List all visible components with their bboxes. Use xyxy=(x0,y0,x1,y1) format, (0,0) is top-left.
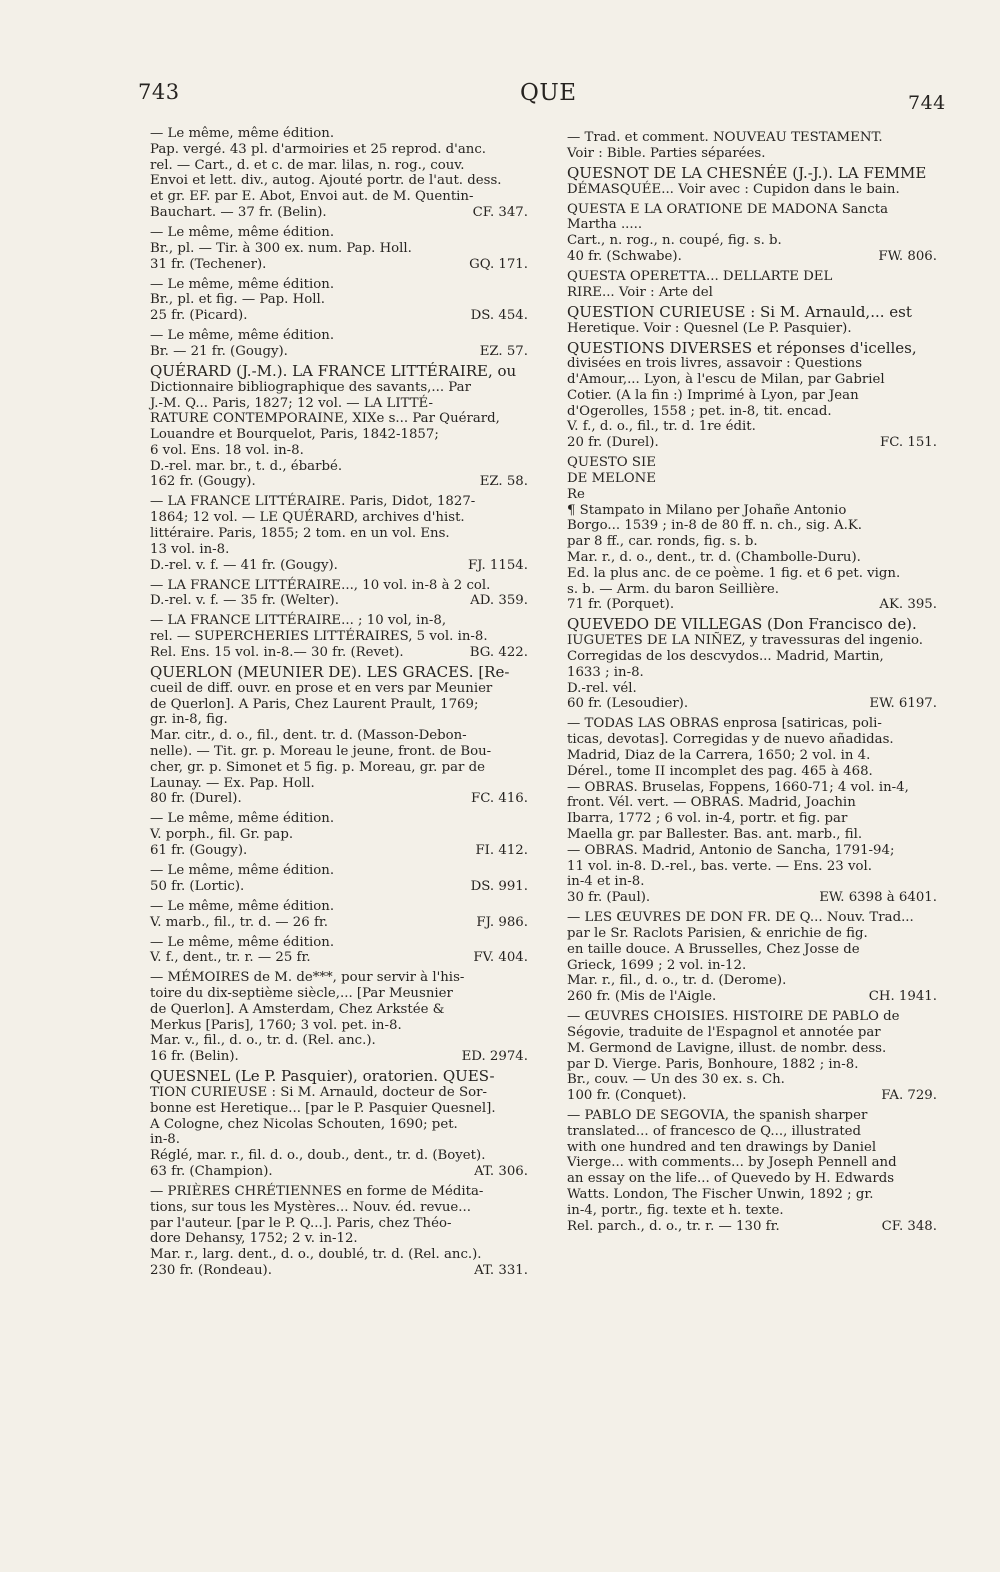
entry-heading: — Le même, même édition. xyxy=(150,898,335,914)
left-column xyxy=(138,126,528,1283)
catalog-reference: CF. 347. xyxy=(472,204,528,220)
catalog-reference: AT. 331. xyxy=(474,1263,528,1278)
entry-heading: — LA FRANCE LITTÉRAIRE... ; 10 vol, in-8, xyxy=(150,613,447,629)
price-line xyxy=(555,455,937,471)
entry-line: Ed. la plus anc. de ce poème. 1 fig. et 6 pet. vign. xyxy=(567,565,901,581)
price-line xyxy=(138,205,528,221)
price-text: Br. — 21 fr. (Gougy). xyxy=(150,343,288,359)
catalog-reference: CH. 1941. xyxy=(868,989,937,1005)
entry-heading: — TODAS LAS OBRAS enprosa [satiricas, poli- xyxy=(567,716,882,732)
catalog-reference: AT. 306. xyxy=(474,1164,528,1180)
price-line xyxy=(138,308,528,324)
entry-line: Dérel., tome II incomplet des pag. 465 à 468. xyxy=(567,763,873,779)
catalog-reference: DS. 454. xyxy=(470,308,528,324)
price-text: QUESTO SIE xyxy=(567,455,656,471)
entry-line: Vierge... with comments... by Joseph Pennell and xyxy=(567,1155,897,1171)
entry-line: et gr. EF. par E. Abot, Envoi aut. de M. Quentin- xyxy=(150,189,474,205)
right-page-number: 744 xyxy=(908,92,946,114)
catalog-entry xyxy=(138,328,528,360)
entry-line: par l'auteur. [par le P. Q...]. Paris, chez Théo- xyxy=(150,1215,452,1231)
price-text: 230 fr. (Rondeau). xyxy=(150,1263,272,1278)
catalog-entry xyxy=(138,613,528,660)
catalog-entry xyxy=(138,578,528,610)
entry-line: de Querlon]. A Paris, Chez Laurent Prault, 1769; xyxy=(150,696,479,712)
price-text: 71 fr. (Porquet). xyxy=(567,597,675,613)
price-text: Bauchart. — 37 fr. (Belin). xyxy=(150,204,327,220)
catalog-reference: FW. 806. xyxy=(878,248,937,264)
entry-line: Br., pl. — Tir. à 300 ex. num. Pap. Holl. xyxy=(150,240,412,256)
catalog-entry xyxy=(138,225,528,272)
entry-line: J.-M. Q... Paris, 1827; 12 vol. — LA LITTÉ- xyxy=(150,395,434,411)
entry-line: Cart., n. rog., n. coupé, fig. s. b. xyxy=(567,233,782,249)
catalog-entry xyxy=(555,302,937,337)
price-line xyxy=(138,593,528,609)
price-line xyxy=(555,285,937,301)
price-line xyxy=(555,269,937,285)
entry-line: nelle). — Tit. gr. p. Moreau le jeune, front. de Bou- xyxy=(150,743,492,759)
entry-heading: QUERLON (MEUNIER DE). LES GRACES. [Re- xyxy=(150,663,510,681)
entry-line: 1864; 12 vol. — LE QUÉRARD, archives d'hist. xyxy=(150,510,465,526)
price-text: QUESTA E LA ORATIONE DE MADONA Sancta xyxy=(567,201,889,217)
entry-line: Mar. citr., d. o., fil., dent. tr. d. (Masson-Debon- xyxy=(150,728,467,744)
entry-line: cher, gr. p. Simonet et 5 fig. p. Moreau, gr. par de xyxy=(150,759,486,775)
price-line xyxy=(138,474,528,490)
price-text: 25 fr. (Picard). xyxy=(150,308,248,324)
entry-heading: QUESNEL (Le P. Pasquier), oratorien. QUES- xyxy=(150,1067,495,1086)
catalog-entry xyxy=(138,863,528,895)
catalog-entry xyxy=(138,1184,528,1279)
entry-line: front. Vél. vert. — OBRAS. Madrid, Joachin xyxy=(567,795,856,811)
entry-heading: — PABLO DE SEGOVIA, the spanish sharper xyxy=(567,1108,868,1124)
entry-line: 11 vol. in-8. D.-rel., bas. verte. — Ens. 23 vol. xyxy=(567,858,872,874)
entry-line: Pap. vergé. 43 pl. d'armoiries et 25 reprod. d'anc. xyxy=(150,141,487,157)
entry-line: toire du dix-septième siècle,... [Par Meusnier xyxy=(150,986,453,1002)
price-text: QUESTA OPERETTA... DELLARTE DEL xyxy=(567,268,833,284)
entry-line: Corregidas de los descvydos... Madrid, Martin, xyxy=(567,649,884,665)
entry-heading: — Le même, même édition. xyxy=(150,811,335,827)
left-page-number: 743 xyxy=(138,80,180,104)
entry-line: RATURE CONTEMPORAINE, XIXe s... Par Quérard, xyxy=(150,411,500,427)
catalog-entry xyxy=(555,130,937,162)
catalog-reference: FJ. 1154. xyxy=(467,557,528,573)
price-text: 30 fr. (Paul). xyxy=(567,890,651,906)
price-text: RIRE... Voir : Arte del xyxy=(567,284,713,300)
price-line xyxy=(555,249,937,265)
entry-line: Watts. London, The Fischer Unwin, 1892 ; gr. xyxy=(567,1187,874,1203)
entry-line: Launay. — Ex. Pap. Holl. xyxy=(150,775,315,791)
catalog-reference: EZ. 57. xyxy=(479,343,528,359)
price-text: D.-rel. v. f. — 41 fr. (Gougy). xyxy=(150,557,338,573)
entry-line: TION CURIEUSE : Si M. Arnauld, docteur de Sor- xyxy=(150,1085,487,1101)
entry-line: V. f., d. o., fil., tr. d. 1re édit. xyxy=(567,419,756,435)
catalog-reference: EW. 6398 à 6401. xyxy=(819,890,937,906)
price-text: ¶ Stampato in Milano per Johañe Antonio xyxy=(567,502,847,518)
entry-line: A Cologne, chez Nicolas Schouten, 1690; pet. xyxy=(150,1116,458,1132)
price-line xyxy=(138,879,528,895)
catalog-entry xyxy=(138,970,528,1065)
entry-heading: — Le même, même édition. xyxy=(150,276,335,292)
entry-heading: QUESNOT DE LA CHESNÉE (J.-J.). LA FEMME xyxy=(567,163,927,182)
catalog-entry xyxy=(555,269,937,301)
catalog-entry xyxy=(555,716,937,906)
price-line xyxy=(138,257,528,273)
entry-line: d'Ogerolles, 1558 ; pet. in-8, tit. encad. xyxy=(567,403,832,419)
entry-line: par 8 ff., car. ronds, fig. s. b. xyxy=(567,534,758,550)
price-text: 20 fr. (Durel). xyxy=(567,435,659,451)
entry-line: Borgo... 1539 ; in-8 de 80 ff. n. ch., sig. A.K. xyxy=(567,518,863,534)
entry-line: de Querlon]. A Amsterdam, Chez Arkstée & xyxy=(150,1001,445,1017)
catalog-reference: EW. 6197. xyxy=(869,696,937,712)
entry-line: in-8. xyxy=(150,1132,180,1148)
entry-line: Madrid, Diaz de la Carrera, 1650; 2 vol. in 4. xyxy=(567,747,871,763)
price-line xyxy=(555,1088,937,1104)
catalog-reference: EZ. 58. xyxy=(479,474,528,490)
catalog-entry xyxy=(555,910,937,1005)
entry-line: gr. in-8, fig. xyxy=(150,712,228,728)
entry-line: Grieck, 1699 ; 2 vol. in-12. xyxy=(567,957,747,973)
price-text: 162 fr. (Gougy). xyxy=(150,474,256,490)
entry-line: cueil de diff. ouvr. en prose et en vers par Meunier xyxy=(150,680,493,696)
price-text: Rel. parch., d. o., tr. r. — 130 fr. xyxy=(567,1218,780,1234)
entry-line: bonne est Heretique... [par le P. Pasquier Quesnel]. xyxy=(150,1100,496,1116)
price-text: 63 fr. (Champion). xyxy=(150,1164,273,1180)
price-text: Rel. Ens. 15 vol. in-8.— 30 fr. (Revet). xyxy=(150,645,404,661)
catalog-reference: ED. 2974. xyxy=(461,1049,528,1065)
entry-line: 6 vol. Ens. 18 vol. in-8. xyxy=(150,442,304,458)
entry-line: DÉMASQUÉE... Voir avec : Cupidon dans le bain. xyxy=(567,181,900,197)
entry-line: Br., pl. et fig. — Pap. Holl. xyxy=(150,292,325,308)
price-line xyxy=(555,989,937,1005)
price-line xyxy=(555,503,937,519)
catalog-entry xyxy=(138,1069,528,1180)
price-line xyxy=(555,217,937,233)
catalog-entry xyxy=(555,1009,937,1104)
entry-line: Cotier. (A la fin :) Imprimé à Lyon, par Jean xyxy=(567,387,859,403)
entry-line: par le Sr. Raclots Parisien, & enrichie de fig. xyxy=(567,925,868,941)
catalog-entry xyxy=(555,163,937,198)
entry-heading: — Le même, même édition. xyxy=(150,934,335,950)
price-text: DE MELONE xyxy=(567,471,656,487)
price-text: V. f., dent., tr. r. — 25 fr. xyxy=(150,950,311,966)
running-title: QUE xyxy=(520,80,577,106)
entry-heading: — Le même, même édition. xyxy=(150,862,335,878)
price-text: 260 fr. (Mis de l'Aigle. xyxy=(567,989,717,1005)
entry-line: Envoi et lett. div., autog. Ajouté portr. de l'aut. dess. xyxy=(150,173,502,189)
entry-line: Mar. r., d. o., dent., tr. d. (Chambolle-Duru). xyxy=(567,550,861,566)
entry-line: V. porph., fil. Gr. pap. xyxy=(150,827,294,843)
catalog-entry xyxy=(555,1108,937,1234)
price-text: 40 fr. (Schwabe). xyxy=(567,248,682,264)
catalog-reference: FA. 729. xyxy=(881,1088,937,1104)
price-line xyxy=(138,1049,528,1065)
price-line xyxy=(138,843,528,859)
entry-line: M. Germond de Lavigne, illust. de nombr. dess. xyxy=(567,1040,887,1056)
catalog-reference: FC. 416. xyxy=(471,791,528,807)
entry-heading: QUESTION CURIEUSE : Si M. Arnauld,... est xyxy=(567,302,912,321)
entry-line: Mar. r., larg. dent., d. o., doublé, tr. d. (Rel. anc.). xyxy=(150,1247,482,1263)
catalog-reference: GQ. 171. xyxy=(469,256,528,272)
entry-heading: QUÉRARD (J.-M.). LA FRANCE LITTÉRAIRE, ou xyxy=(150,361,517,380)
price-text: Re xyxy=(567,486,585,502)
price-line xyxy=(138,915,528,931)
price-text: 50 fr. (Lortic). xyxy=(150,878,245,894)
entry-heading: QUEVEDO DE VILLEGAS (Don Francisco de). xyxy=(567,615,917,634)
price-line xyxy=(555,202,937,218)
entry-line: translated... of francesco de Q..., illustrated xyxy=(567,1123,862,1139)
entry-heading: — Trad. et comment. NOUVEAU TESTAMENT. xyxy=(567,130,883,145)
catalog-entry xyxy=(138,361,528,490)
entry-heading: — PRIÈRES CHRÉTIENNES en forme de Médita- xyxy=(150,1184,484,1200)
price-text: 80 fr. (Durel). xyxy=(150,791,242,807)
entry-line: — OBRAS. Madrid, Antonio de Sancha, 1791-94; xyxy=(567,842,895,858)
entry-line: rel. — Cart., d. et c. de mar. lilas, n. rog., couv. xyxy=(150,157,465,173)
entry-line: Voir : Bible. Parties séparées. xyxy=(567,145,766,161)
entry-line: Merkus [Paris], 1760; 3 vol. pet. in-8. xyxy=(150,1017,402,1033)
catalog-entry xyxy=(555,338,937,452)
price-text: Martha ..... xyxy=(567,217,643,233)
entry-line: ticas, devotas]. Corregidas y de nuevo añadidas. xyxy=(567,732,894,748)
price-line xyxy=(555,1219,937,1235)
entry-line: Réglé, mar. r., fil. d. o., doub., dent., tr. d. (Boyet). xyxy=(150,1148,486,1164)
catalog-reference: FI. 412. xyxy=(475,842,528,858)
catalog-entry xyxy=(138,935,528,967)
catalog-entry xyxy=(555,617,937,712)
entry-line: Ségovie, traduite de l'Espagnol et annotée par xyxy=(567,1024,881,1040)
entry-line: littéraire. Paris, 1855; 2 tom. en un vol. Ens. xyxy=(150,526,450,542)
catalog-entry xyxy=(138,126,528,221)
entry-line: Louandre et Bourquelot, Paris, 1842-1857; xyxy=(150,427,439,443)
entry-heading: — MÉMOIRES de M. de***, pour servir à l'his- xyxy=(150,970,465,986)
price-line xyxy=(555,597,937,613)
price-line xyxy=(138,791,528,807)
entry-line: an essay on the life... of Quevedo by H. Edwards xyxy=(567,1171,895,1187)
entry-heading: — Le même, même édition. xyxy=(150,224,335,240)
entry-line: Heretique. Voir : Quesnel (Le P. Pasquier). xyxy=(567,320,852,336)
entry-heading: — LES ŒUVRES DE DON FR. DE Q... Nouv. Trad... xyxy=(567,910,914,926)
entry-line: s. b. — Arm. du baron Seillière. xyxy=(567,581,779,597)
entry-line: Maella gr. par Ballester. Bas. ant. marb., fil. xyxy=(567,826,863,842)
entry-line: rel. — SUPERCHERIES LITTÉRAIRES, 5 vol. in-8. xyxy=(150,629,488,645)
entry-line: en taille douce. A Brusselles, Chez Josse de xyxy=(567,941,860,957)
entry-line: Mar. v., fil., d. o., tr. d. (Rel. anc.). xyxy=(150,1033,376,1049)
entry-line: par D. Vierge. Paris, Bonhoure, 1882 ; in-8. xyxy=(567,1056,859,1072)
price-line xyxy=(555,890,937,906)
entry-heading: — ŒUVRES CHOISIES. HISTOIRE DE PABLO de xyxy=(567,1009,900,1025)
price-text: D.-rel. v. f. — 35 fr. (Welter). xyxy=(150,593,339,609)
entry-line: Mar. r., fil., d. o., tr. d. (Derome). xyxy=(567,973,787,989)
entry-heading: QUESTIONS DIVERSES et réponses d'icelles, xyxy=(567,338,917,357)
entry-line: 13 vol. in-8. xyxy=(150,541,230,557)
catalog-entry xyxy=(138,899,528,931)
catalog-reference: FV. 404. xyxy=(473,950,528,966)
price-line xyxy=(555,487,937,503)
entry-line: d'Amour,... Lyon, à l'escu de Milan, par Gabriel xyxy=(567,372,885,388)
entry-heading: — Le même, même édition. xyxy=(150,328,335,344)
catalog-entry xyxy=(138,494,528,573)
price-line xyxy=(555,435,937,451)
catalog-entry xyxy=(555,455,937,613)
catalog-reference: AD. 359. xyxy=(470,593,528,609)
price-text: 16 fr. (Belin). xyxy=(150,1049,239,1065)
price-line xyxy=(138,558,528,574)
price-text: 61 fr. (Gougy). xyxy=(150,842,248,858)
right-column xyxy=(555,130,937,1239)
entry-line: in-4 et in-8. xyxy=(567,874,645,890)
price-line xyxy=(138,950,528,966)
entry-line: Dictionnaire bibliographique des savants,... Par xyxy=(150,379,471,395)
catalog-reference: AK. 395. xyxy=(879,597,937,613)
entry-line: dore Dehansy, 1752; 2 v. in-12. xyxy=(150,1231,358,1247)
entry-line: — OBRAS. Bruselas, Foppens, 1660-71; 4 vol. in-4, xyxy=(567,779,909,795)
catalog-entry xyxy=(138,811,528,858)
catalog-reference: FJ. 986. xyxy=(476,914,528,930)
entry-line: in-4, portr., fig. texte et h. texte. xyxy=(567,1202,784,1218)
price-line xyxy=(138,1164,528,1180)
entry-line: Ibarra, 1772 ; 6 vol. in-4, portr. et fig. par xyxy=(567,811,848,827)
catalog-entry xyxy=(138,665,528,807)
price-text: V. marb., fil., tr. d. — 26 fr. xyxy=(150,914,328,930)
price-line xyxy=(555,471,937,487)
catalog-entry xyxy=(138,277,528,324)
price-line xyxy=(555,696,937,712)
price-text: 31 fr. (Techener). xyxy=(150,256,267,272)
catalog-reference: DS. 991. xyxy=(470,878,528,894)
entry-line: divisées en trois livres, assavoir : Questions xyxy=(567,356,863,372)
entry-line: 1633 ; in-8. xyxy=(567,664,644,680)
entry-line: D.-rel. vél. xyxy=(567,680,637,696)
entry-line: with one hundred and ten drawings by Daniel xyxy=(567,1139,877,1155)
entry-line: Br., couv. — Un des 30 ex. s. Ch. xyxy=(567,1072,785,1088)
price-line xyxy=(138,645,528,661)
catalog-reference: FC. 151. xyxy=(880,435,937,451)
entry-heading: — LA FRANCE LITTÉRAIRE..., 10 vol. in-8 à 2 col. xyxy=(150,577,491,593)
price-text: 60 fr. (Lesoudier). xyxy=(567,696,689,712)
entry-line: IUGUETES DE LA NIÑEZ, y travessuras del ingenio. xyxy=(567,633,924,649)
catalog-reference: CF. 348. xyxy=(881,1218,937,1234)
catalog-entry xyxy=(555,202,937,265)
entry-line: tions, sur tous les Mystères... Nouv. éd. revue... xyxy=(150,1199,471,1215)
price-line xyxy=(138,344,528,360)
entry-line: D.-rel. mar. br., t. d., ébarbé. xyxy=(150,458,343,474)
entry-heading: — LA FRANCE LITTÉRAIRE. Paris, Didot, 1827- xyxy=(150,494,476,510)
price-text: 100 fr. (Conquet). xyxy=(567,1088,687,1104)
price-line xyxy=(138,1263,528,1279)
entry-heading: — Le même, même édition. xyxy=(150,126,335,141)
catalog-reference: BG. 422. xyxy=(469,645,528,661)
